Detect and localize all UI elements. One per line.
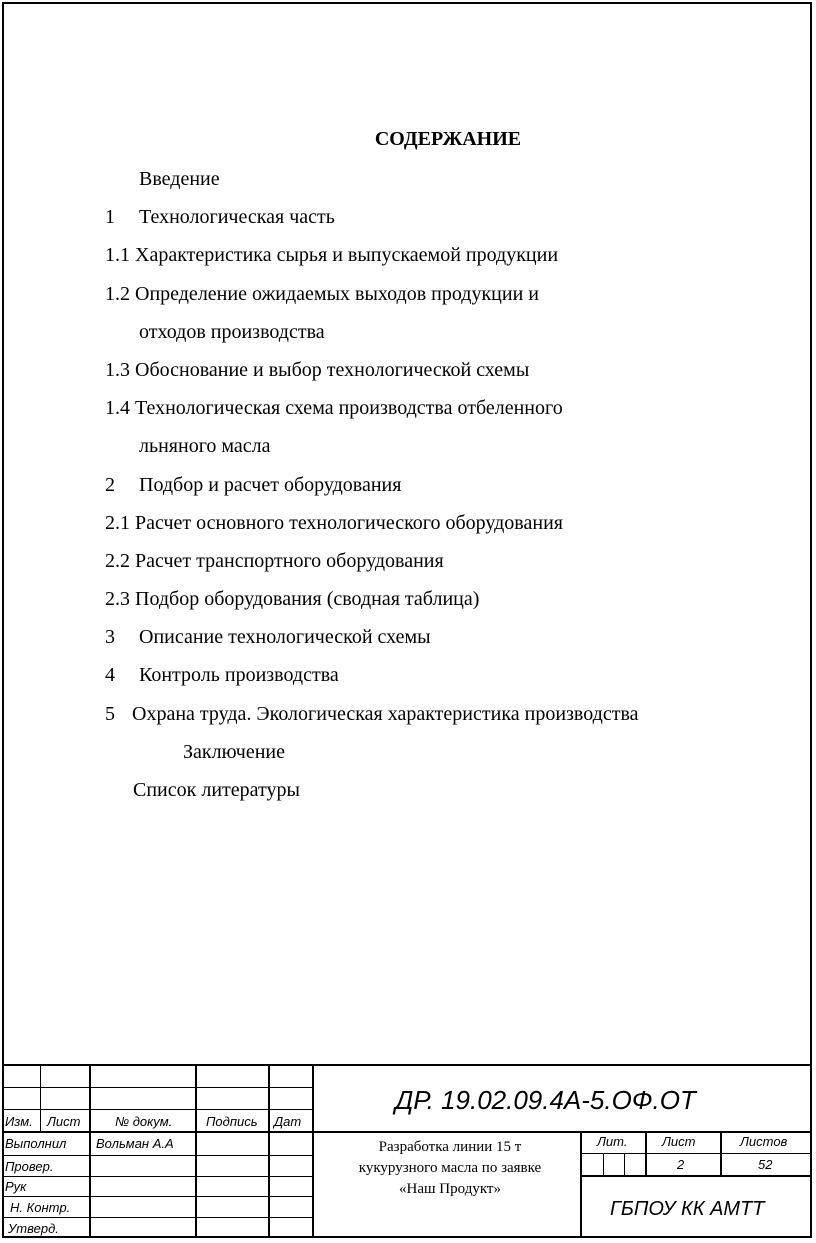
toc-item-1-1: 1.1 Характеристика сырья и выпускаемой продукции (105, 244, 559, 266)
organization-name: ГБПОУ КК АМТТ (610, 1198, 765, 1220)
document-description: Разработка линии 15 т кукурузного масла по заявке «Наш Продукт» (358, 1139, 542, 1197)
header-izm: Изм. (5, 1114, 33, 1129)
toc-item-3: 3 Описание технологической схемы (105, 626, 431, 648)
toc-title: СОДЕРЖАНИЕ (374, 128, 522, 150)
toc-item-2-3: 2.3 Подбор оборудования (сводная таблица) (105, 588, 480, 610)
role-utverd: Утверд. (8, 1221, 59, 1236)
toc-item-conclusion: Заключение (183, 741, 285, 763)
toc-item-references: Список литературы (133, 779, 300, 801)
toc-item-1-2: 1.2 Определение ожидаемых выходов продукции и (105, 283, 539, 305)
header-date: Дат (274, 1114, 302, 1129)
header-sign: Подпись (206, 1114, 258, 1129)
role-ruk: Рук (5, 1179, 27, 1194)
sheets-value: 52 (758, 1157, 773, 1172)
document-code: ДР. 19.02.09.4А-5.ОФ.ОТ (395, 1085, 696, 1115)
toc-item-5: 5 Охрана труда. Экологическая характеристика производства (105, 703, 639, 725)
header-list: Лист (47, 1114, 81, 1129)
toc-item-2-2: 2.2 Расчет транспортного оборудования (105, 550, 444, 572)
lit-label: Лит. (597, 1134, 628, 1149)
role-nkontr: Н. Контр. (10, 1200, 71, 1215)
toc-item-2-1: 2.1 Расчет основного технологического оборудования (105, 512, 563, 534)
page-frame (2, 2, 812, 1238)
toc-item-1-2-cont: отходов производства (139, 321, 325, 343)
toc-item-2: 2 Подбор и расчет оборудования (105, 474, 402, 496)
toc-item-1-4: 1.4 Технологическая схема производства отбеленного (105, 397, 563, 419)
role-vypolnil: Выполнил (5, 1136, 67, 1151)
sheet-label: Лист (662, 1134, 696, 1149)
toc-item-1-3: 1.3 Обоснование и выбор технологической схемы (105, 359, 530, 381)
toc-item-1-4-cont: льняного масла (139, 435, 271, 457)
role-prover: Провер. (5, 1159, 54, 1174)
author-name: Вольман А.А (96, 1136, 174, 1151)
toc-item-intro: Введение (139, 168, 220, 190)
sheet-value: 2 (677, 1157, 685, 1172)
header-doc: № докум. (115, 1114, 173, 1129)
toc-item-1: 1 Технологическая часть (105, 206, 335, 228)
sheets-label: Листов (740, 1134, 788, 1149)
toc-item-4: 4 Контроль производства (105, 664, 339, 686)
